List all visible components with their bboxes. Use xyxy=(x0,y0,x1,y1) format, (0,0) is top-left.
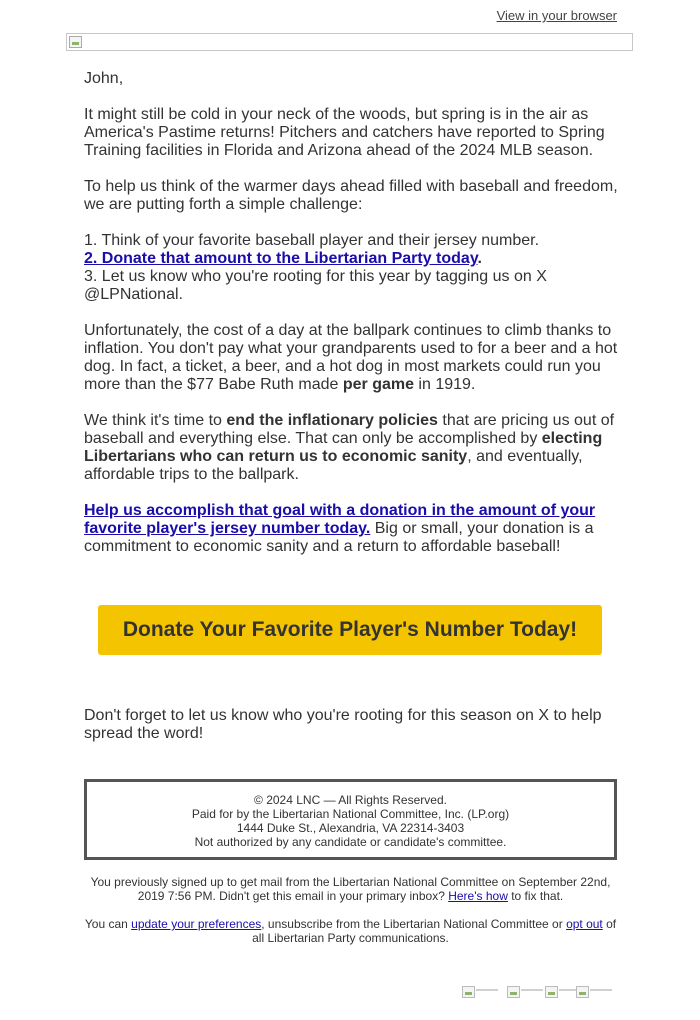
paragraph-intro: It might still be cold in your neck of the woods, but spring is in the air as America's Pastime returns! Pitchers and catchers have reported to Spring Training facilities in Florida and Arizona ahead of the 2024 MLB season. xyxy=(84,106,605,159)
email-body xyxy=(84,70,624,574)
p3-text-a: Unfortunately, the cost of a day at the ballpark continues to climb thanks to inflation. You don't pay what your grandparents used to for a beer and a hot dog. In fact, a ticket, a beer, and a hot dog in most markets could run you more than the $77 Babe Ruth made xyxy=(84,322,618,393)
instagram-icon[interactable] xyxy=(545,984,573,1000)
p5-rest: Big or small, your donation is a commitment to economic sanity and a return to affordable baseball! xyxy=(84,520,594,555)
alt-text-placeholder xyxy=(521,989,543,991)
header-image xyxy=(66,33,633,51)
broken-image-icon xyxy=(576,986,589,998)
list-item-1: 1. Think of your favorite baseball player and their jersey number. xyxy=(84,232,540,249)
paragraph-donate xyxy=(84,502,624,556)
alt-text-placeholder xyxy=(476,989,498,991)
donate-button[interactable]: Donate Your Favorite Player's Number Today! xyxy=(98,605,602,655)
signup-notice xyxy=(84,875,617,903)
x-icon[interactable] xyxy=(507,984,535,1000)
footer-disclaimer-box xyxy=(84,779,617,860)
p4-bold-1: end the inflationary policies xyxy=(226,412,438,429)
closing-paragraph: Don't forget to let us know who you're rooting for this season on X to help spread the word! xyxy=(84,707,602,742)
you-can-text: You can xyxy=(84,917,132,931)
p4-bold-2: electing Libertarians who can return us to economic sanity xyxy=(84,430,603,465)
paragraph-inflation xyxy=(84,322,624,394)
broken-image-icon xyxy=(545,986,558,998)
p4-text-a: We think it's time to xyxy=(84,412,227,429)
footer-not-authorized: Not authorized by any candidate or candidate's committee. xyxy=(194,835,507,849)
donate-link-inline[interactable]: Help us accomplish that goal with a donation in the amount of your favorite player's jersey number today. xyxy=(84,502,596,537)
donate-link-list[interactable]: 2. Donate that amount to the Libertarian Party today xyxy=(84,250,478,267)
opt-out-link[interactable]: opt out xyxy=(566,917,603,931)
paragraph-policies xyxy=(84,412,624,484)
unsubscribe-text: , unsubscribe from the Libertarian National Committee or xyxy=(261,917,567,931)
heres-how-link[interactable]: Here's how xyxy=(448,889,508,903)
challenge-list xyxy=(84,232,624,304)
cta-container xyxy=(98,605,602,655)
facebook-icon[interactable] xyxy=(462,984,490,1000)
broken-image-icon xyxy=(462,986,475,998)
update-preferences-link[interactable]: update your preferences xyxy=(131,917,262,931)
fix-text: to fix that. xyxy=(507,889,564,903)
footer-paid-for: Paid for by the Libertarian National Committee, Inc. (LP.org) xyxy=(191,807,510,821)
view-in-browser xyxy=(497,8,617,23)
broken-image-icon xyxy=(507,986,520,998)
greeting: John, xyxy=(84,70,124,87)
p3-text-b: in 1919. xyxy=(413,376,476,393)
p3-bold: per game xyxy=(342,376,414,393)
broken-image-icon xyxy=(69,36,82,48)
paragraph-challenge: To help us think of the warmer days ahead filled with baseball and freedom, we are putting forth a simple challenge: xyxy=(84,178,618,213)
social-links xyxy=(462,984,622,1004)
signup-text: You previously signed up to get mail from the Libertarian National Committee on September 22nd, 2019 7:56 PM. Didn't get this email in your primary inbox? xyxy=(90,875,611,903)
preferences-notice xyxy=(84,917,617,945)
footer-address: 1444 Duke St., Alexandria, VA 22314-3403 xyxy=(236,821,465,835)
view-in-browser-link[interactable]: View in your browser xyxy=(496,8,617,23)
list-item-3: 3. Let us know who you're rooting for this year by tagging us on X @LPNational. xyxy=(84,268,547,303)
p4-text-c: , and eventually, affordable trips to the ballpark. xyxy=(84,448,583,483)
of-all-text: of all Libertarian Party communications. xyxy=(252,917,617,945)
youtube-icon[interactable] xyxy=(576,984,604,1000)
list-item-2-tail: . xyxy=(477,250,482,267)
alt-text-placeholder xyxy=(590,989,612,991)
p4-text-b: that are pricing us out of baseball and everything else. That can only be accomplished by xyxy=(84,412,615,447)
footer-copyright: © 2024 LNC — All Rights Reserved. xyxy=(254,793,447,807)
